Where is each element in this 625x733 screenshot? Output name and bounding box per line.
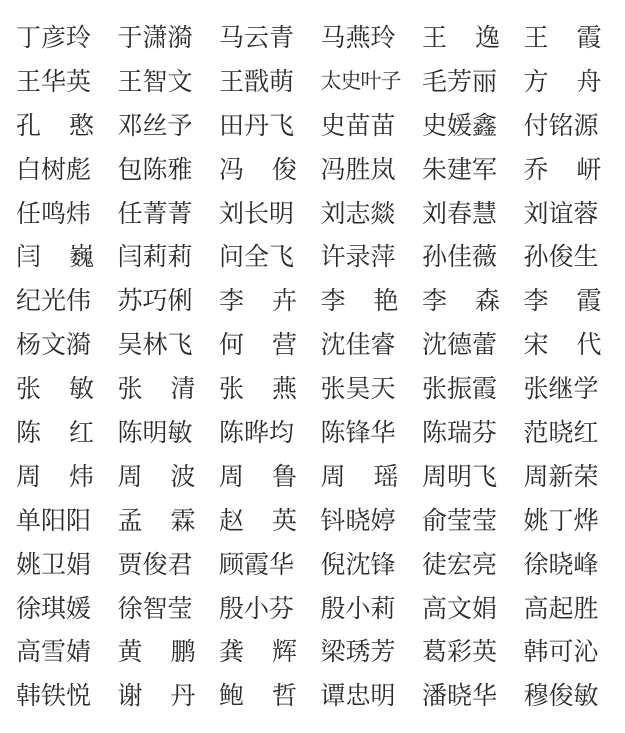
name-list-grid [16, 16, 611, 718]
name-entry: 冯胜岚 [320, 154, 396, 184]
name-entry: 付铭源 [523, 110, 599, 140]
name-entry: 韩可沁 [523, 637, 599, 667]
name-entry: 贾俊君 [117, 549, 193, 579]
name-entry: 周 波 [117, 461, 196, 491]
name-entry: 问全飞 [219, 242, 295, 272]
name-entry: 李 卉 [219, 286, 297, 316]
name-entry: 任鸣炜 [16, 198, 92, 228]
name-entry: 徒宏亮 [422, 549, 498, 579]
name-entry: 张 敏 [16, 374, 94, 404]
name-entry: 高文娟 [422, 593, 498, 623]
name-entry: 赵 英 [219, 505, 297, 535]
name-entry: 孟 霖 [117, 505, 196, 535]
name-entry: 张昊天 [320, 374, 396, 404]
name-entry: 许录萍 [320, 242, 396, 272]
name-entry: 张继学 [523, 374, 599, 404]
name-entry: 姚卫娟 [16, 549, 92, 579]
name-entry: 姚丁烨 [523, 505, 599, 535]
name-entry: 李 艳 [320, 286, 399, 316]
name-entry: 闫莉莉 [117, 242, 193, 272]
name-entry: 黄 鹏 [117, 637, 196, 667]
name-entry: 高起胜 [523, 593, 599, 623]
name-entry: 梁琇芳 [320, 637, 396, 667]
name-entry: 顾霞华 [219, 549, 295, 579]
name-entry: 沈德蕾 [422, 330, 498, 360]
name-entry: 龚 辉 [219, 637, 297, 667]
name-entry: 马燕玲 [320, 23, 396, 52]
name-entry: 田丹飞 [219, 110, 295, 140]
name-entry: 陈锋华 [320, 418, 396, 448]
name-entry: 李 霞 [523, 286, 602, 316]
name-entry: 宋 代 [523, 330, 602, 360]
name-entry: 潘晓华 [422, 681, 498, 711]
name-entry: 刘长明 [219, 198, 295, 228]
name-entry: 周 鲁 [219, 461, 297, 491]
name-entry: 张 燕 [219, 374, 297, 404]
name-entry: 王 霞 [523, 23, 602, 52]
name-entry: 张振霞 [422, 374, 498, 404]
name-entry: 任菁菁 [117, 198, 193, 228]
name-entry: 王华英 [16, 66, 92, 96]
name-entry: 陈瑞芬 [422, 418, 498, 448]
name-entry: 沈佳睿 [320, 330, 396, 360]
name-entry: 孙俊生 [523, 242, 599, 272]
name-entry: 太史叶子 [320, 68, 401, 93]
name-entry: 毛芳丽 [422, 66, 498, 96]
name-entry: 杨文漪 [16, 330, 92, 360]
name-entry: 徐琪媛 [16, 593, 92, 623]
name-entry: 苏巧俐 [117, 286, 193, 316]
name-entry: 史苗苗 [320, 110, 396, 140]
name-entry: 丁彦玲 [16, 23, 92, 52]
name-entry: 包陈雅 [117, 154, 193, 184]
name-entry: 张 清 [117, 374, 196, 404]
name-entry: 刘春慧 [422, 198, 498, 228]
name-entry: 周新荣 [523, 461, 599, 491]
name-entry: 方 舟 [523, 66, 602, 96]
name-entry: 谭忠明 [320, 681, 396, 711]
name-entry: 王智文 [117, 66, 193, 96]
name-entry: 周 瑶 [320, 461, 399, 491]
name-entry: 周明飞 [422, 461, 498, 491]
name-entry: 史媛鑫 [422, 110, 498, 140]
name-entry: 葛彩英 [422, 637, 498, 667]
name-entry: 邓丝予 [117, 110, 193, 140]
name-entry: 吴林飞 [117, 330, 193, 360]
name-entry: 徐智莹 [117, 593, 193, 623]
name-entry: 单阳阳 [16, 505, 92, 535]
name-entry: 闫 巍 [16, 242, 94, 272]
name-entry: 刘志燚 [320, 198, 396, 228]
name-entry: 高雪婧 [16, 637, 92, 667]
name-entry: 钭晓婷 [320, 505, 396, 535]
name-entry: 韩铁悦 [16, 681, 92, 711]
name-entry: 范晓红 [523, 418, 599, 448]
name-entry: 殷小芬 [219, 593, 295, 623]
name-entry: 周 炜 [16, 461, 94, 491]
name-entry: 陈晔均 [219, 418, 295, 448]
name-entry: 朱建军 [422, 154, 498, 184]
name-entry: 孔 憨 [16, 110, 94, 140]
name-entry: 李 森 [422, 286, 500, 316]
name-entry: 倪沈锋 [320, 549, 396, 579]
name-entry: 谢 丹 [117, 681, 196, 711]
name-entry: 鲍 哲 [219, 681, 297, 711]
name-entry: 陈明敏 [117, 418, 193, 448]
name-entry: 乔 岍 [523, 154, 602, 184]
name-entry: 殷小莉 [320, 593, 396, 623]
name-entry: 陈 红 [16, 418, 94, 448]
name-entry: 俞莹莹 [422, 505, 498, 535]
name-entry: 王 逸 [422, 23, 500, 52]
name-entry: 白树彪 [16, 154, 92, 184]
name-entry: 纪光伟 [16, 286, 92, 316]
name-entry: 于潇漪 [117, 23, 193, 52]
name-entry: 徐晓峰 [523, 549, 599, 579]
name-entry: 孙佳薇 [422, 242, 498, 272]
name-entry: 何 营 [219, 330, 297, 360]
name-entry: 穆俊敏 [523, 681, 599, 711]
name-entry: 刘谊蓉 [523, 198, 599, 228]
name-entry: 马云青 [219, 23, 295, 52]
name-entry: 冯 俊 [219, 154, 297, 184]
name-entry: 王戬萌 [219, 66, 295, 96]
